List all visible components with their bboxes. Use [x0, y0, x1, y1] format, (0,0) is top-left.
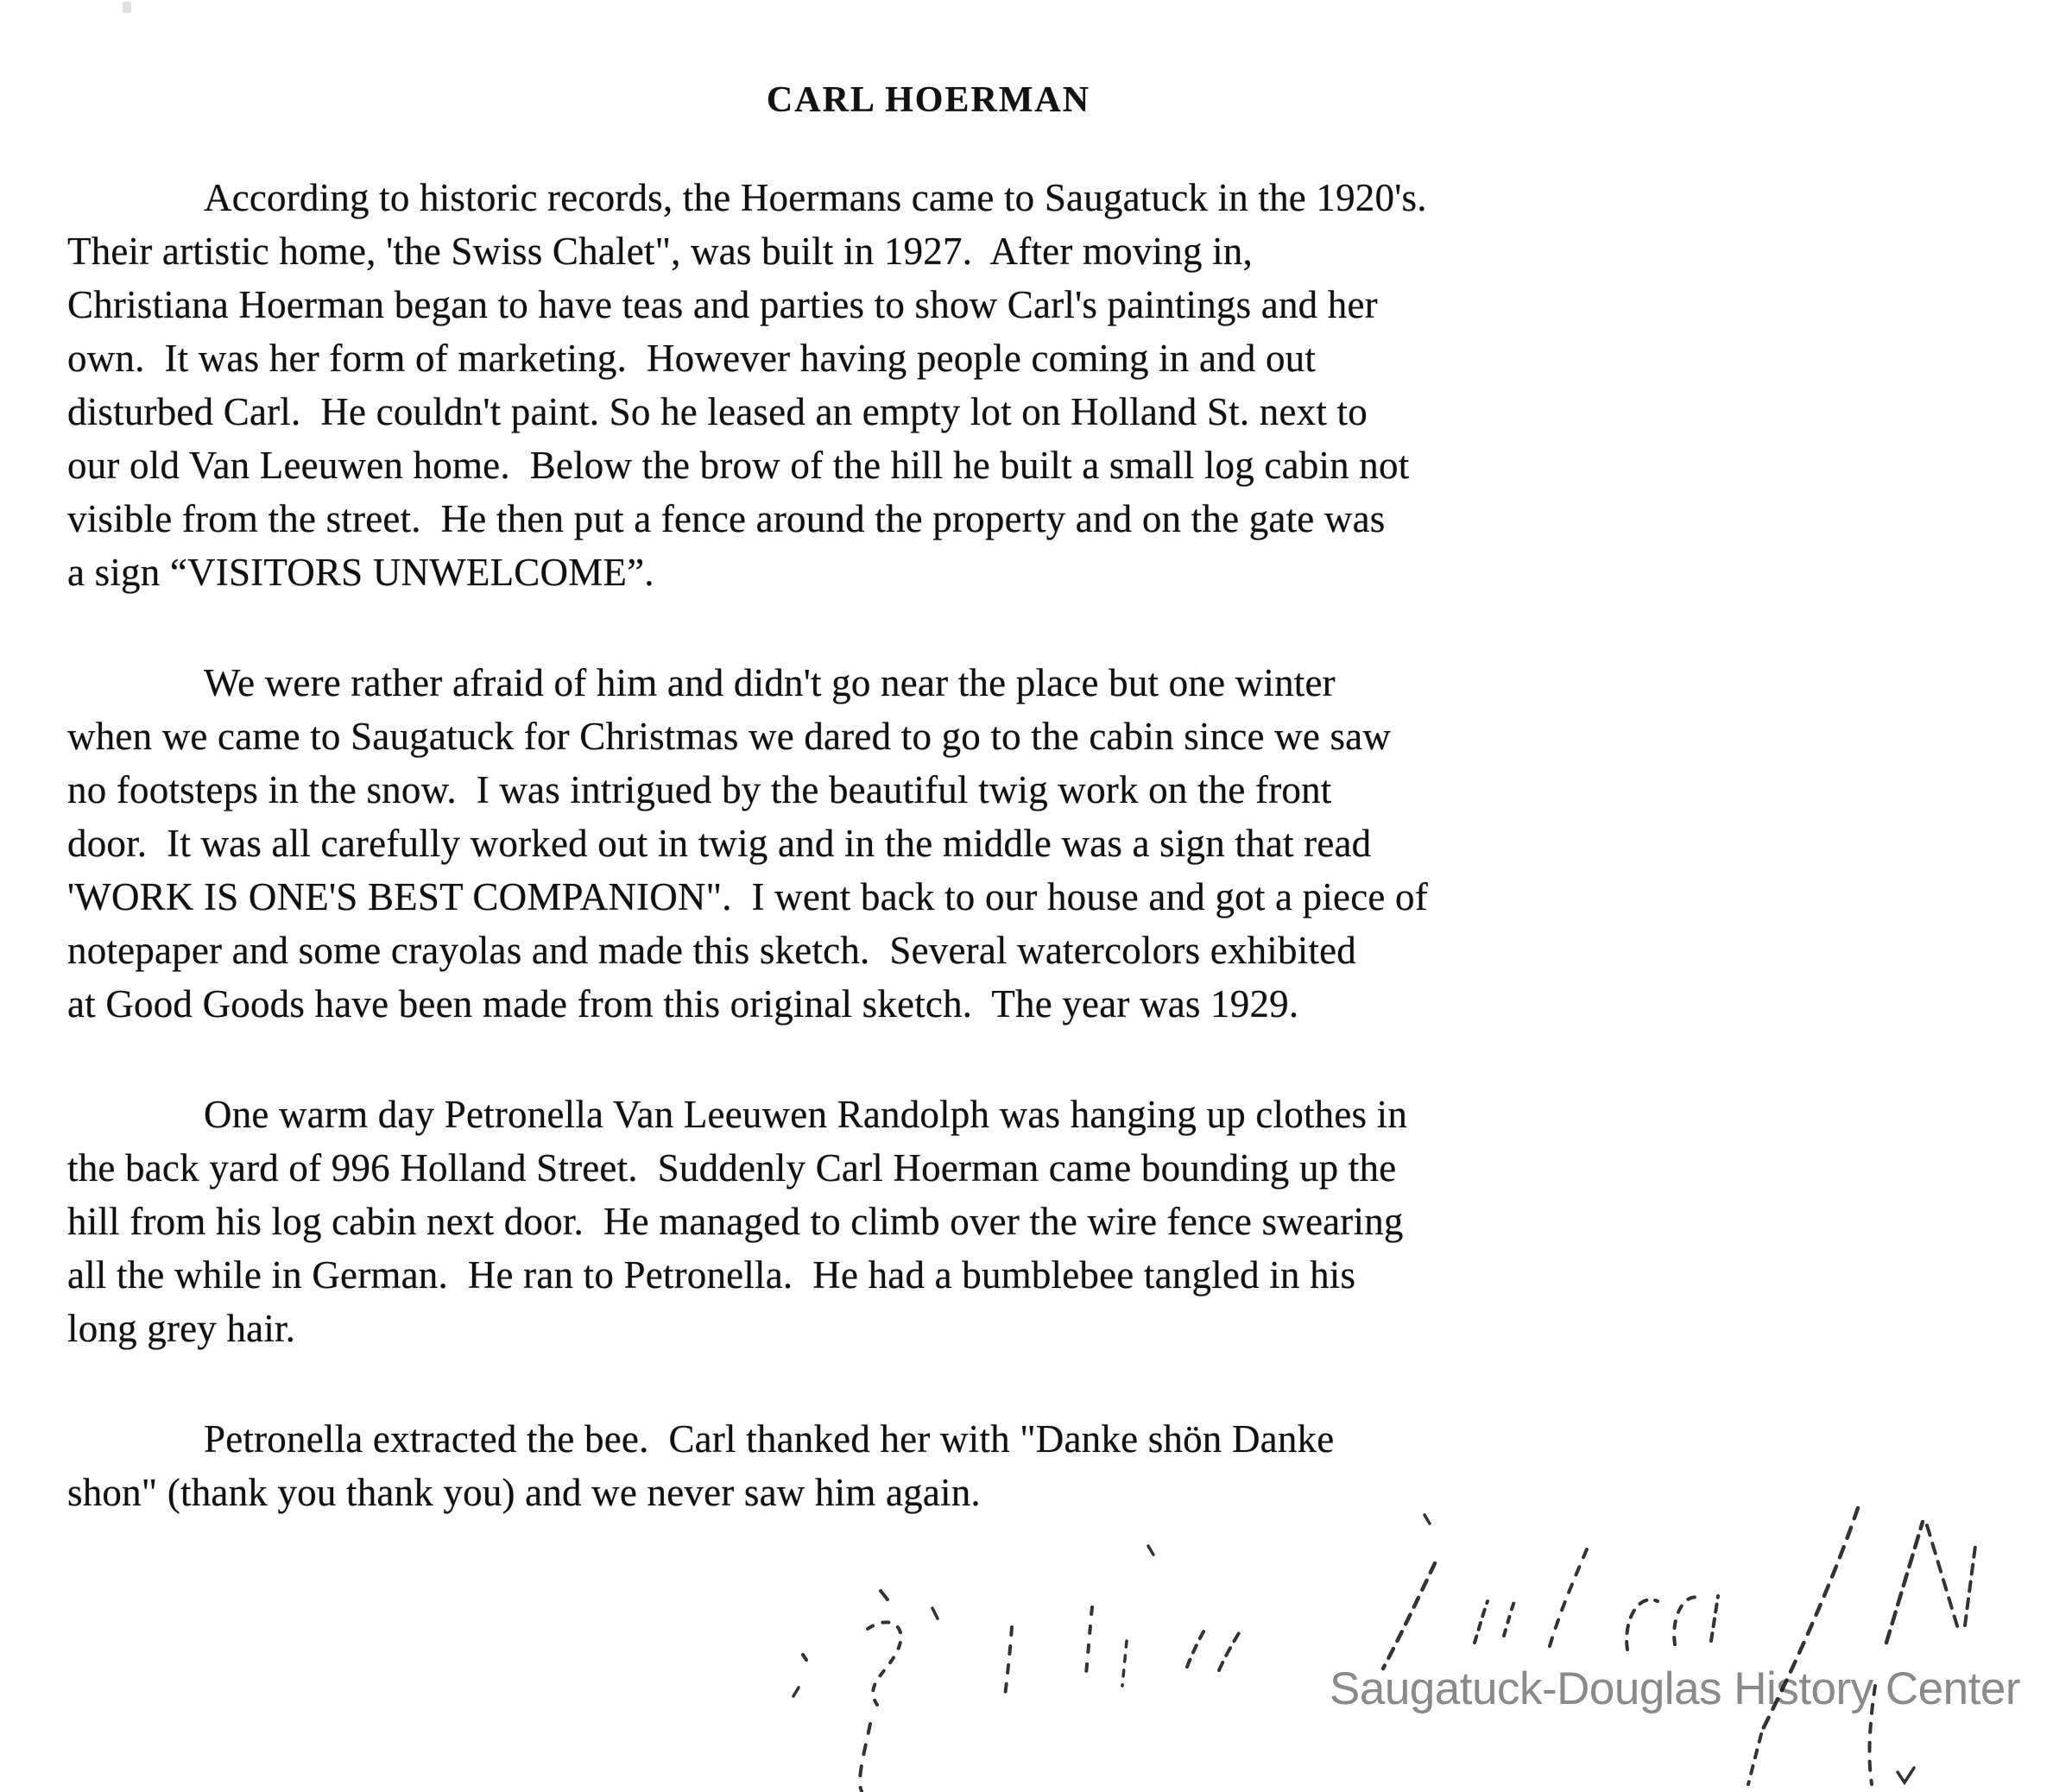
text-line: door. It was all carefully worked out in twig and in the middle was a sign that read [67, 822, 1372, 865]
page-title: CARL HOERMAN [766, 80, 1091, 120]
text-line: Petronella extracted the bee. Carl thanked her with "Danke shön Danke [204, 1417, 1335, 1461]
handwritten-signature [760, 1498, 1986, 1792]
text-line: our old Van Leeuwen home. Below the brow of the hill he built a small log cabin not [67, 444, 1410, 487]
text-line: According to historic records, the Hoermans came to Saugatuck in the 1920's. [204, 176, 1427, 219]
text-line: the back yard of 996 Holland Street. Suddenly Carl Hoerman came bounding up the [67, 1146, 1397, 1189]
text-line: at Good Goods have been made from this original sketch. The year was 1929. [67, 982, 1299, 1025]
text-line: hill from his log cabin next door. He managed to climb over the wire fence swearing [67, 1200, 1404, 1243]
document-body [67, 171, 1790, 1519]
text-line: notepaper and some crayolas and made this sketch. Several watercolors exhibited [67, 929, 1356, 972]
text-line: We were rather afraid of him and didn't go near the place but one winter [204, 661, 1336, 704]
text-line: One warm day Petronella Van Leeuwen Randolph was hanging up clothes in [204, 1093, 1408, 1136]
text-line: long grey hair. [67, 1307, 296, 1350]
document-text-block [67, 79, 1790, 1576]
text-line: a sign “VISITORS UNWELCOME”. [67, 551, 654, 594]
text-line: when we came to Saugatuck for Christmas we dared to go to the cabin since we saw [67, 715, 1392, 758]
text-line: visible from the street. He then put a fence around the property and on the gate was [67, 497, 1386, 540]
text-line: Christiana Hoerman began to have teas and parties to show Carl's paintings and her [67, 283, 1378, 326]
text-line: own. It was her form of marketing. However having people coming in and out [67, 337, 1317, 380]
text-line: Their artistic home, 'the Swiss Chalet", was built in 1927. After moving in, [67, 230, 1253, 273]
paragraph [67, 171, 1790, 599]
text-line: disturbed Carl. He couldn't paint. So he leased an empty lot on Holland St. next to [67, 390, 1368, 433]
text-line: all the while in German. He ran to Petronella. He had a bumblebee tangled in his [67, 1253, 1356, 1297]
paragraph [67, 1088, 1790, 1355]
scan-artifact [123, 2, 131, 13]
watermark-saugatuck-douglas-history-center: Saugatuck-Douglas History Center [1330, 1663, 2020, 1714]
text-line: 'WORK IS ONE'S BEST COMPANION". I went back to our house and got a piece of [67, 875, 1428, 918]
text-line: no footsteps in the snow. I was intrigued by the beautiful twig work on the front [67, 768, 1332, 811]
text-line: shon" (thank you thank you) and we never saw him again. [67, 1471, 981, 1514]
paragraph [67, 656, 1790, 1031]
